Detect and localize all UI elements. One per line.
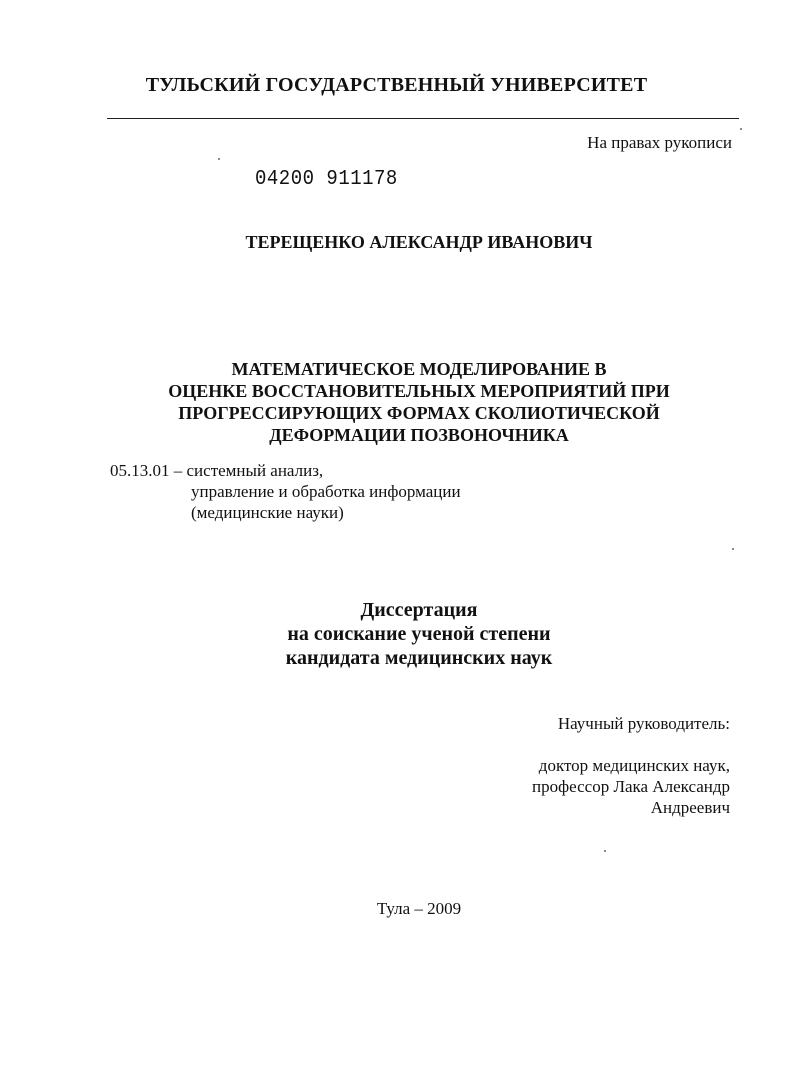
scan-speck (740, 128, 742, 130)
supervisor-line: профессор Лака Александр (532, 777, 730, 796)
university-name: ТУЛЬСКИЙ ГОСУДАРСТВЕННЫЙ УНИВЕРСИТЕТ (145, 74, 648, 96)
title-line: ПРОГРЕССИРУЮЩИХ ФОРМАХ СКОЛИОТИЧЕСКОЙ (178, 403, 660, 423)
supervisor-label: Научный руководитель: (557, 714, 730, 733)
dissertation-line: на соискание ученой степени (287, 623, 551, 645)
dissertation-heading: Диссертация (360, 599, 478, 621)
scan-speck (218, 158, 220, 160)
supervisor-line: Андреевич (650, 798, 730, 817)
scan-speck (604, 850, 606, 852)
city-year: Тула – 2009 (376, 899, 462, 918)
scan-speck (732, 548, 734, 550)
supervisor-line: доктор медицинских наук, (538, 756, 730, 775)
registration-stamp: 04200 911178 (255, 166, 398, 191)
specialty-line: (медицинские науки) (191, 503, 344, 522)
rights-note: На правах рукописи (587, 133, 732, 152)
author-name: ТЕРЕЩЕНКО АЛЕКСАНДР ИВАНОВИЧ (245, 232, 593, 252)
dissertation-line: кандидата медицинских наук (285, 647, 553, 669)
specialty-line: управление и обработка информации (191, 482, 461, 501)
specialty-code: 05.13.01 – системный анализ, (110, 461, 324, 480)
title-line: МАТЕМАТИЧЕСКОЕ МОДЕЛИРОВАНИЕ В (231, 359, 607, 379)
title-line: ОЦЕНКЕ ВОССТАНОВИТЕЛЬНЫХ МЕРОПРИЯТИЙ ПРИ (168, 381, 670, 401)
header-divider (107, 118, 739, 119)
title-line: ДЕФОРМАЦИИ ПОЗВОНОЧНИКА (269, 425, 569, 445)
